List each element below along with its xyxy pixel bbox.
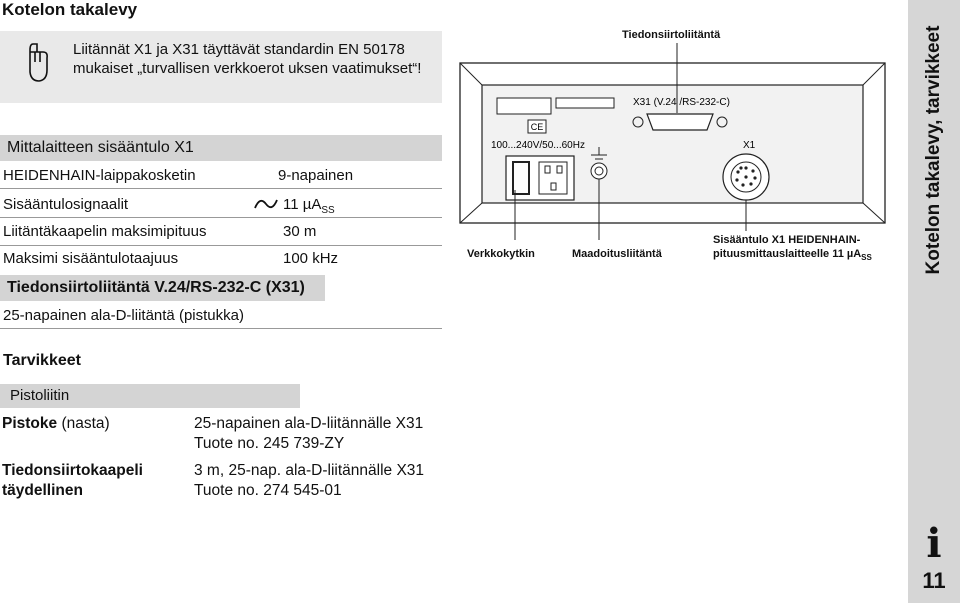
accessory-name: Tiedonsiirtokaapeli [2, 462, 143, 479]
ce-mark-text: CE [530, 122, 544, 132]
divider [0, 328, 442, 329]
accessories-heading: Tarvikkeet [3, 352, 81, 369]
x1-section-heading: Mittalaitteen sisääntulo X1 [0, 135, 442, 161]
power-switch-label: Verkkokytkin [467, 248, 535, 260]
spec-label: Maksimi sisääntulotaajuus [3, 250, 179, 267]
data-interface-label: Tiedonsiirtoliitäntä [622, 29, 721, 41]
accessory-name-line2: täydellinen [2, 482, 83, 499]
page-number: 11 [922, 568, 946, 593]
spec-label: Sisääntulosignaalit [3, 196, 129, 213]
safety-note-text: Liitännät X1 ja X31 täyttävät standardin EN 50178 mukaiset „turvallisen verkkoerot uksen vaatimukset“! [73, 41, 422, 77]
sidebar-title: Kotelon takalevy, tarvikkeet [923, 25, 944, 275]
sub-d-connector [647, 114, 713, 130]
spec-value: 11 µA$_{SS}$ [283, 196, 335, 216]
label-plate [556, 98, 614, 108]
accessory-description: 3 m, 25-nap. ala-D-liitännälle X31 [194, 462, 425, 479]
spec-label: HEIDENHAIN-laippakosketin [3, 167, 196, 184]
info-icon: i [926, 520, 942, 567]
spec-value: 30 m [283, 223, 317, 240]
divider [0, 188, 442, 189]
x1-input-label: Sisääntulo X1 HEIDENHAIN- [713, 234, 861, 246]
spec-value: 100 kHz [283, 250, 339, 267]
accessory-name: Pistoke (nasta) [2, 415, 110, 432]
accessory-description: 25-napainen ala-D-liitännälle X31 [194, 415, 424, 432]
pointing-hand-icon [25, 40, 53, 84]
ground-terminal [591, 163, 607, 179]
page-title: Kotelon takalevy [2, 0, 138, 19]
accessory-part-number: Tuote no. 274 545-01 [194, 482, 342, 499]
sine-wave-icon [253, 196, 279, 212]
accessory-part-number: Tuote no. 245 739-ZY [194, 435, 345, 452]
divider [0, 245, 442, 246]
power-switch [513, 162, 529, 194]
x1-input-label-line2: pituusmittauslaitteelle 11 µA$_{SS}$ [713, 248, 872, 263]
spec-value: 9-napainen [278, 167, 354, 184]
label-plate [497, 98, 551, 114]
spec-label: Liitäntäkaapelin maksimipituus [3, 223, 207, 240]
divider [0, 217, 442, 218]
x31-port-label: X31 (V.24 /RS-232-C) [633, 97, 730, 108]
v24-section-heading: Tiedonsiirtoliitäntä V.24/RS-232-C (X31) [0, 275, 325, 301]
x1-connector-label: X1 [743, 140, 756, 151]
v24-connector-description: 25-napainen ala-D-liitäntä (pistukka) [3, 307, 244, 324]
power-rating: 100...240V/50...60Hz [491, 140, 585, 151]
accessories-subheading: Pistoliitin [0, 384, 300, 408]
ground-connection-label: Maadoitusliitäntä [572, 248, 662, 260]
